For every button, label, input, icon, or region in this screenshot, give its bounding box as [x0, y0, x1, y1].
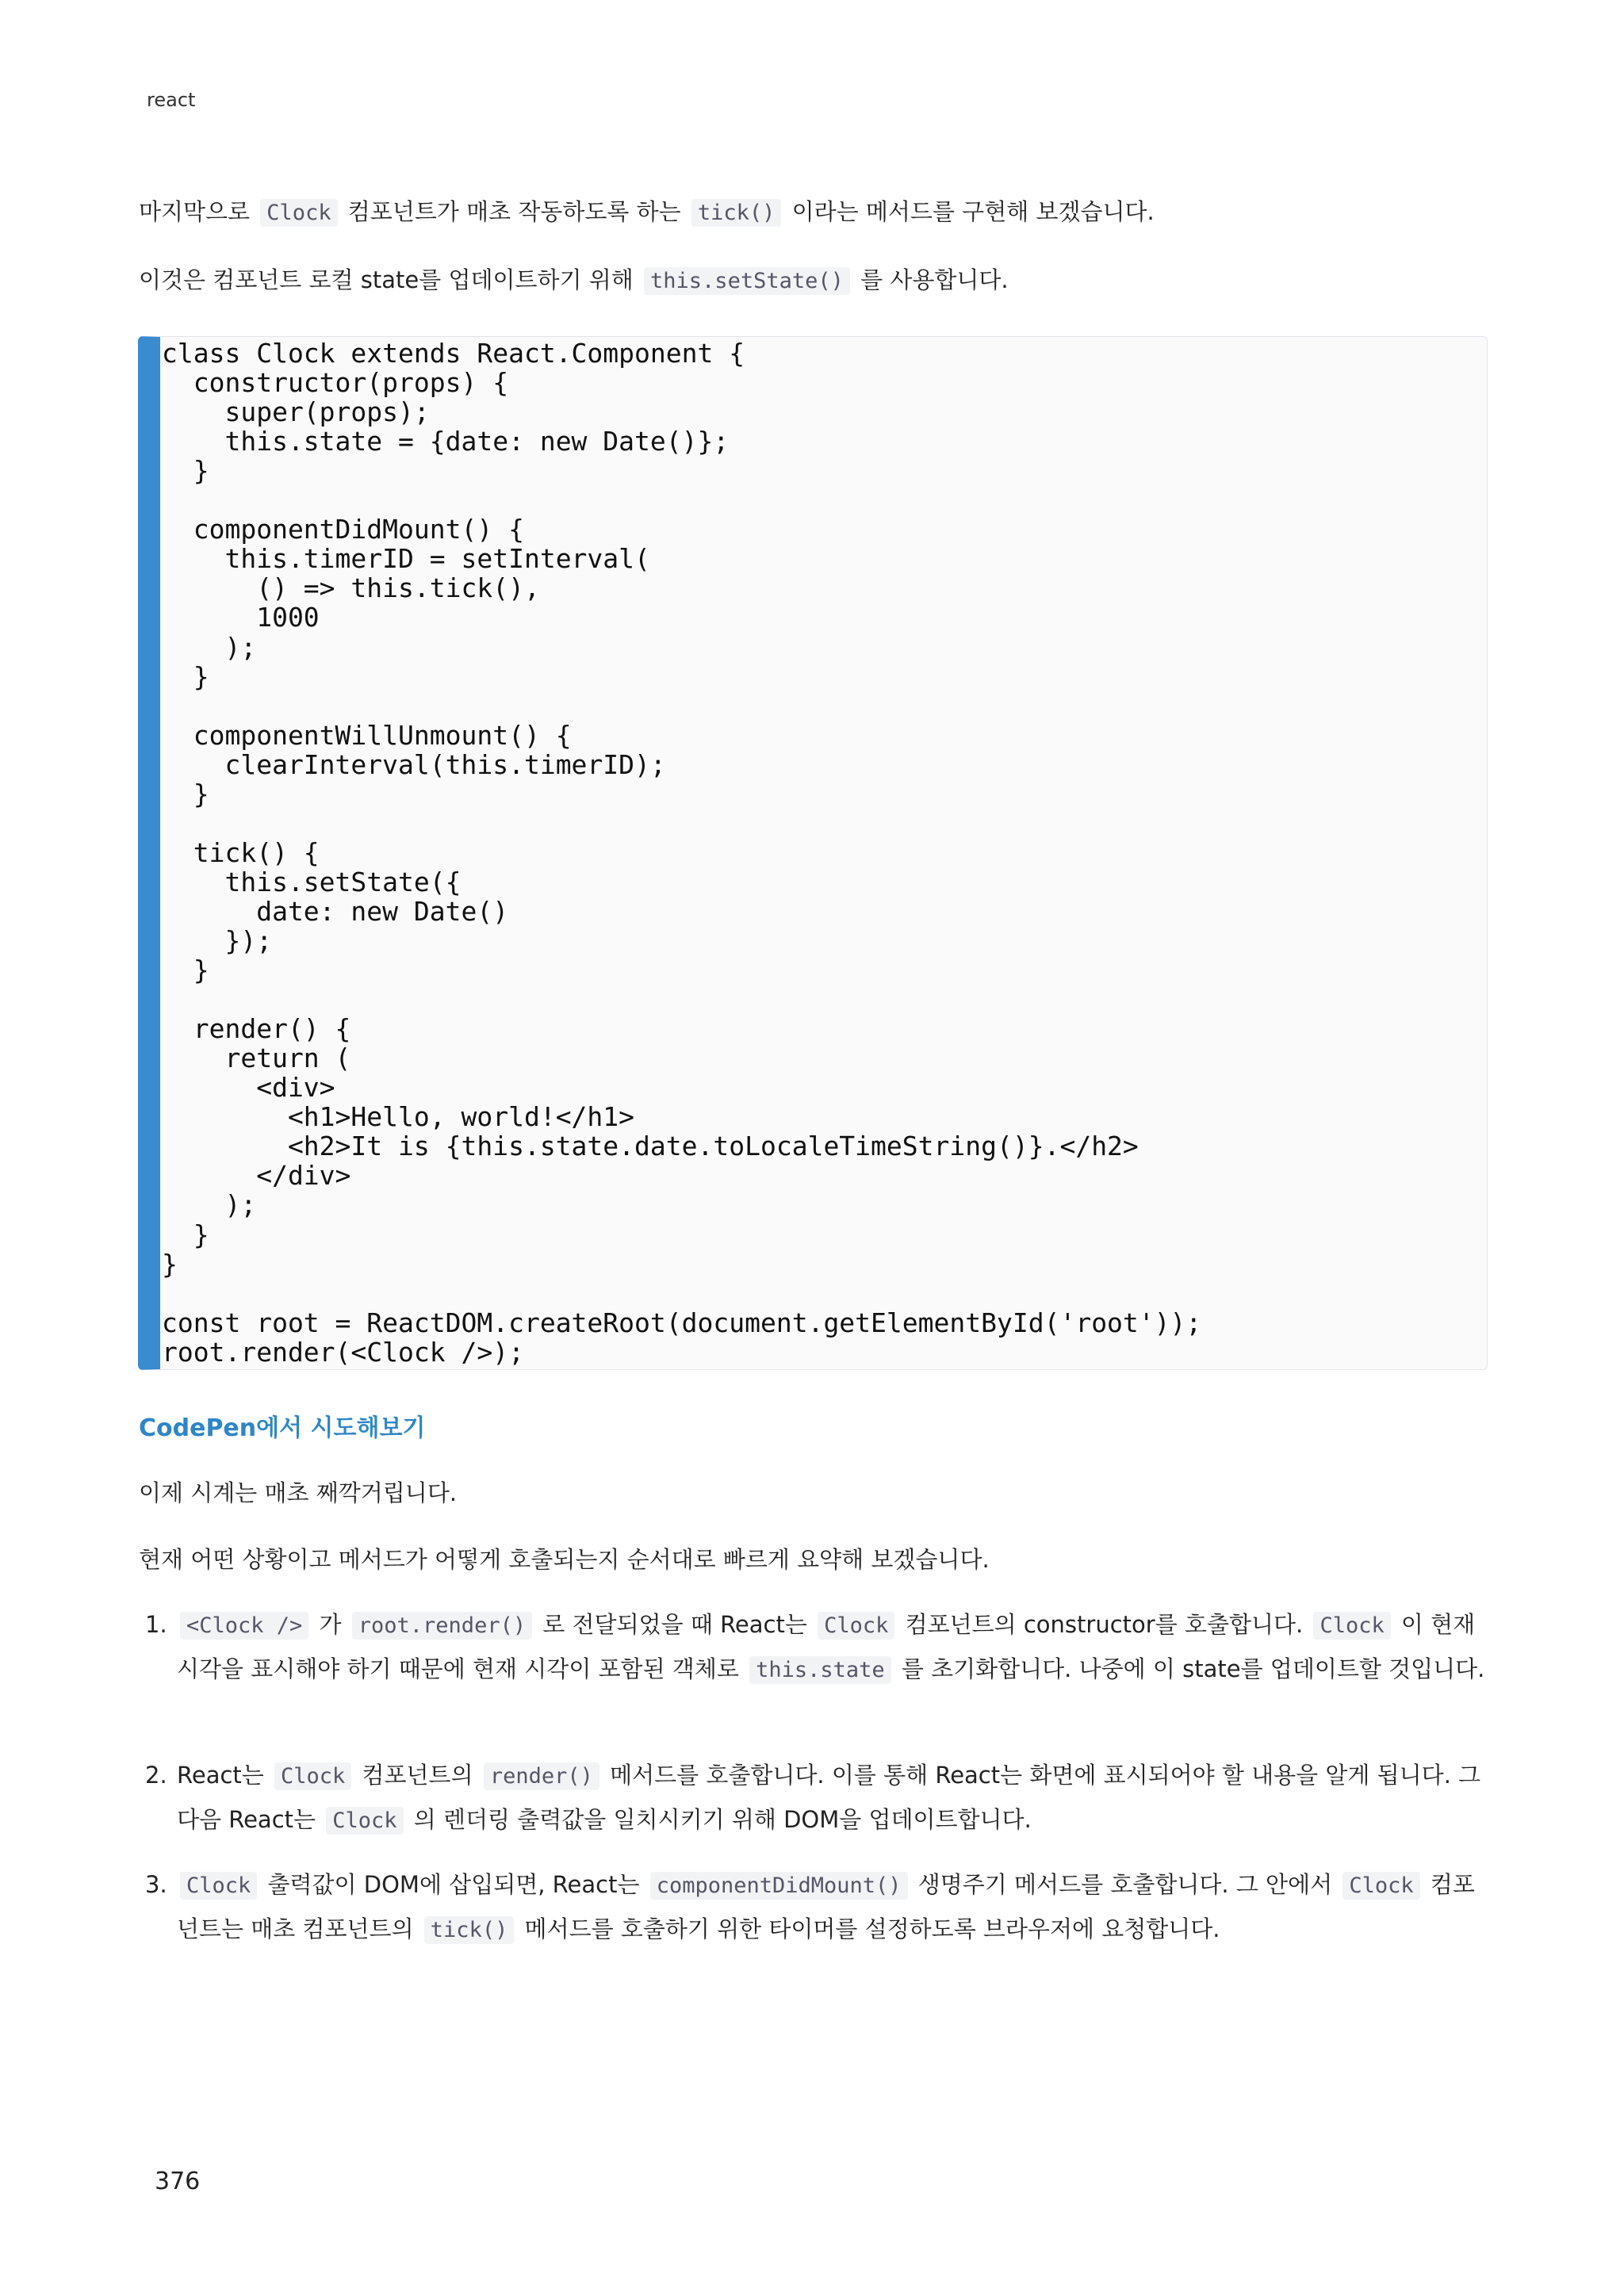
code-line: this.state = {date: new Date()}; [162, 426, 730, 457]
inline-code: Clock [260, 199, 337, 227]
code-line: tick() { [162, 836, 320, 868]
text: 마지막으로 [139, 198, 258, 225]
text: 메서드를 호출합니다. 이를 통해 React는 화면에 표시되어야 할 내용을 알게 됩니다. 그 다음 React는 [177, 1762, 1481, 1833]
code-line: () => this.tick(), [162, 572, 540, 604]
code-line: ); [162, 1189, 257, 1221]
code-line: root.render(<Clock />); [162, 1336, 524, 1368]
text: 가 [312, 1611, 349, 1638]
inline-code: Clock [1313, 1612, 1390, 1640]
code-block [138, 336, 1488, 1370]
codepen-label-en: CodePen [139, 1414, 257, 1442]
code-line: date: new Date() [162, 895, 509, 927]
code-line: const root = ReactDOM.createRoot(document.getElementById('root')); [162, 1307, 1202, 1338]
inline-code: Clock [180, 1872, 257, 1900]
inline-code: tick() [691, 199, 782, 227]
list-item-text [177, 1754, 1487, 1843]
list-item-text [177, 1863, 1487, 1952]
code-line: }); [162, 925, 273, 956]
intro-paragraph-1 [139, 190, 1487, 235]
inline-code: root.render() [352, 1612, 532, 1640]
text: 이라는 메서드를 구현해 보겠습니다. [784, 198, 1155, 225]
code-line: this.setState({ [162, 866, 462, 897]
inline-code: Clock [1342, 1872, 1419, 1900]
intro-paragraph-2 [139, 258, 1487, 303]
text: 컴포넌트의 constructor를 호출합니다. [898, 1611, 1311, 1638]
code-line: } [162, 660, 209, 692]
inline-code: this.setState() [644, 267, 850, 295]
codepen-link[interactable] [139, 1408, 425, 1443]
inline-code: tick() [424, 1916, 515, 1944]
text: 이 현재 시각을 표시해야 하기 때문에 현재 시각이 포함된 객체로 [177, 1611, 1476, 1682]
text: 생명주기 메서드를 호출합니다. 그 안에서 [910, 1871, 1340, 1898]
code-line: return ( [162, 1043, 351, 1074]
code-line: this.timerID = setInterval( [162, 543, 650, 575]
code-line: } [162, 455, 209, 487]
code-line: 1000 [162, 602, 320, 633]
inline-code: Clock [274, 1762, 351, 1790]
after-paragraph-2: 현재 어떤 상황이고 메서드가 어떻게 호출되는지 순서대로 빠르게 요약해 보겠습니다. [139, 1546, 990, 1573]
text: 컴포넌트가 매초 작동하도록 하는 [340, 198, 688, 225]
list-number: 1. [145, 1611, 167, 1638]
code-line: </div> [162, 1160, 351, 1192]
code-line: class Clock extends React.Component { [162, 338, 745, 369]
inline-code: Clock [326, 1807, 403, 1835]
code-line: constructor(props) { [162, 367, 509, 399]
inline-code: render() [484, 1762, 599, 1790]
text: 로 전달되었을 때 React는 [535, 1611, 815, 1638]
code-line: <div> [162, 1072, 335, 1104]
page-number: 376 [155, 2168, 201, 2195]
code-line: componentWillUnmount() { [162, 719, 572, 751]
codepen-label-ko: 에서 시도해보기 [256, 1414, 426, 1442]
text: 컴포넌트는 매초 컴포넌트의 [177, 1871, 1475, 1942]
code-line: ); [162, 631, 257, 663]
text: 를 초기화합니다. 나중에 이 state를 업데이트할 것입니다. [894, 1655, 1485, 1682]
inline-code: this.state [749, 1656, 891, 1684]
text: 메서드를 호출하기 위한 타이머를 설정하도록 브라우저에 요청합니다. [517, 1915, 1220, 1942]
inline-code: Clock [818, 1612, 894, 1640]
text: React는 [177, 1762, 272, 1789]
list-item-text [177, 1603, 1487, 1692]
code-line: super(props); [162, 396, 430, 428]
code-line: } [162, 778, 209, 809]
code-line: render() { [162, 1013, 351, 1045]
text: 컴포넌트의 [354, 1762, 481, 1789]
running-header: react [147, 89, 196, 111]
code-line: } [162, 1219, 209, 1250]
inline-code: componentDidMount() [650, 1872, 908, 1900]
text: 를 사용합니다. [852, 266, 1009, 293]
text: 이것은 컴포넌트 로컬 state를 업데이트하기 위해 [139, 266, 642, 293]
code-line: } [162, 1248, 178, 1280]
text: 의 렌더링 출력값을 일치시키기 위해 DOM을 업데이트합니다. [406, 1806, 1032, 1833]
inline-code: <Clock /> [180, 1612, 308, 1640]
code-line: <h1>Hello, world!</h1> [162, 1101, 635, 1133]
code-line: <h2>It is {this.state.date.toLocaleTimeString()}.</h2> [162, 1131, 1139, 1162]
code-line: } [162, 955, 209, 986]
text: 출력값이 DOM에 삽입되면, React는 [260, 1871, 647, 1898]
after-paragraph-1: 이제 시계는 매초 째깍거립니다. [139, 1479, 458, 1506]
code-line: componentDidMount() { [162, 514, 524, 545]
code-line: clearInterval(this.timerID); [162, 748, 666, 780]
list-number: 2. [145, 1762, 167, 1789]
list-number: 3. [145, 1871, 167, 1898]
